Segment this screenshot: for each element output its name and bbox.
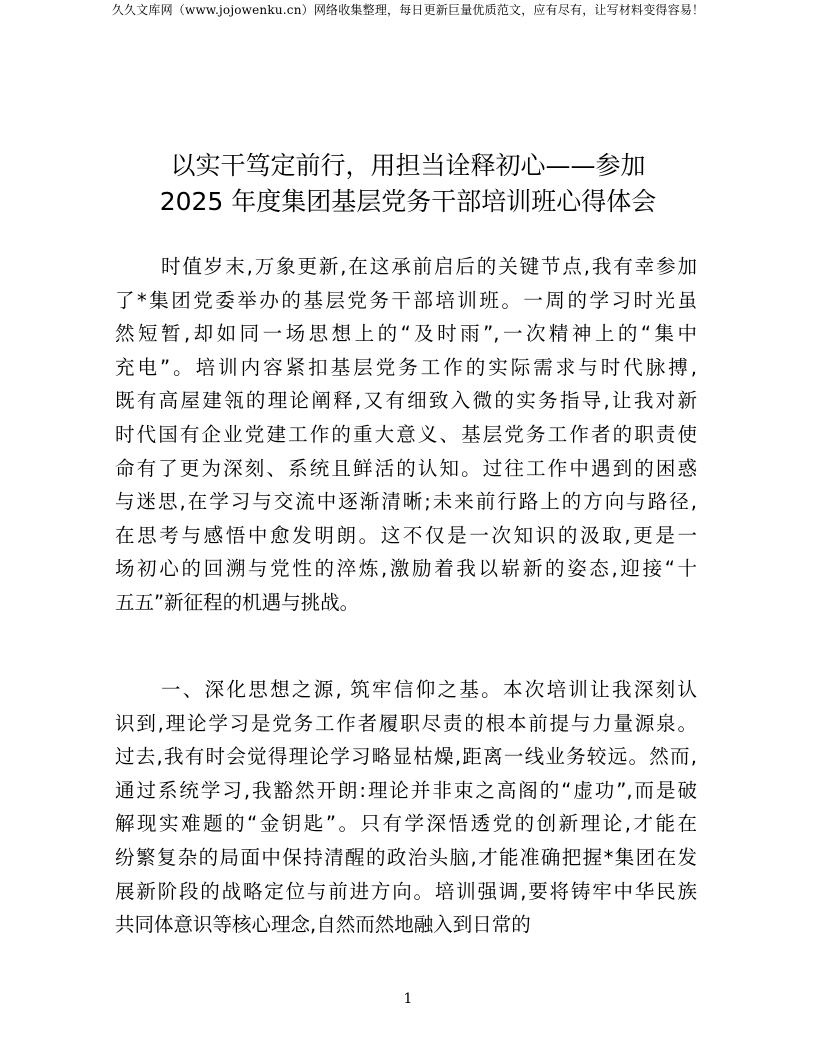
paragraph-line: 通过系统学习,我豁然开朗:理论并非束之高阁的“虚功”,而是破	[115, 778, 697, 802]
paragraph-line: 过去,我有时会觉得理论学习略显枯燥,距离一线业务较远。然而,	[115, 745, 697, 769]
paragraph-line: 场初心的回溯与党性的淬炼,激励着我以崭新的姿态,迎接“十	[115, 557, 697, 581]
paragraph-line: 展新阶段的战略定位与前进方向。培训强调,要将铸牢中华民族	[115, 879, 697, 903]
paragraph-line: 命有了更为深刻、系统且鲜活的认知。过往工作中遇到的困惑	[115, 456, 697, 480]
paragraph-intro	[115, 250, 697, 620]
paragraph-line: 时代国有企业党建工作的重大意义、基层党务工作者的职责使	[115, 422, 697, 446]
paragraph-line: 时值岁末,万象更新,在这承前启后的关键节点,我有幸参加	[161, 255, 697, 278]
paragraph-line: 解现实难题的“金钥匙”。只有学深悟透党的创新理论,才能在	[115, 812, 697, 836]
paragraph-line: 与迷思,在学习与交流中逐渐清晰;未来前行路上的方向与路径,	[115, 490, 697, 514]
paragraph-line: 既有高屋建瓴的理论阐释,又有细致入微的实务指导,让我对新	[115, 389, 697, 413]
paragraph-line: 纷繁复杂的局面中保持清醒的政治头脑,才能准确把握*集团在发	[115, 845, 697, 869]
paragraph-line: 共同体意识等核心理念,自然而然地融入到日常的	[115, 913, 531, 937]
section-heading-line: 一、深化思想之源, 筑牢信仰之基。本次培训让我深刻认	[161, 678, 697, 701]
document-title	[100, 148, 716, 220]
title-line-2: 2025 年度集团基层党务干部培训班心得体会	[159, 187, 657, 216]
page-number: 1	[403, 991, 413, 1007]
paragraph-line: 在思考与感悟中愈发明朗。这不仅是一次知识的汲取,更是一	[115, 523, 697, 547]
title-line-1: 以实干笃定前行，用担当诠释初心——参加	[170, 151, 646, 180]
paragraph-line: 识到,理论学习是党务工作者履职尽责的根本前提与力量源泉。	[115, 711, 697, 735]
paragraph-line: 五五”新征程的机遇与挑战。	[115, 590, 360, 614]
paragraph-line: 然短暂,却如同一场思想上的“及时雨”,一次精神上的“集中	[115, 322, 697, 346]
source-banner: 久久文库网（www.jojowenku.cn）网络收集整理，每日更新巨量优质范文，应有尽有，让写材料变得容易！	[111, 3, 705, 17]
paragraph-section-one	[115, 673, 697, 942]
paragraph-line: 充电”。培训内容紧扣基层党务工作的实际需求与时代脉搏,	[115, 355, 697, 379]
paragraph-line: 了*集团党委举办的基层党务干部培训班。一周的学习时光虽	[115, 288, 697, 312]
